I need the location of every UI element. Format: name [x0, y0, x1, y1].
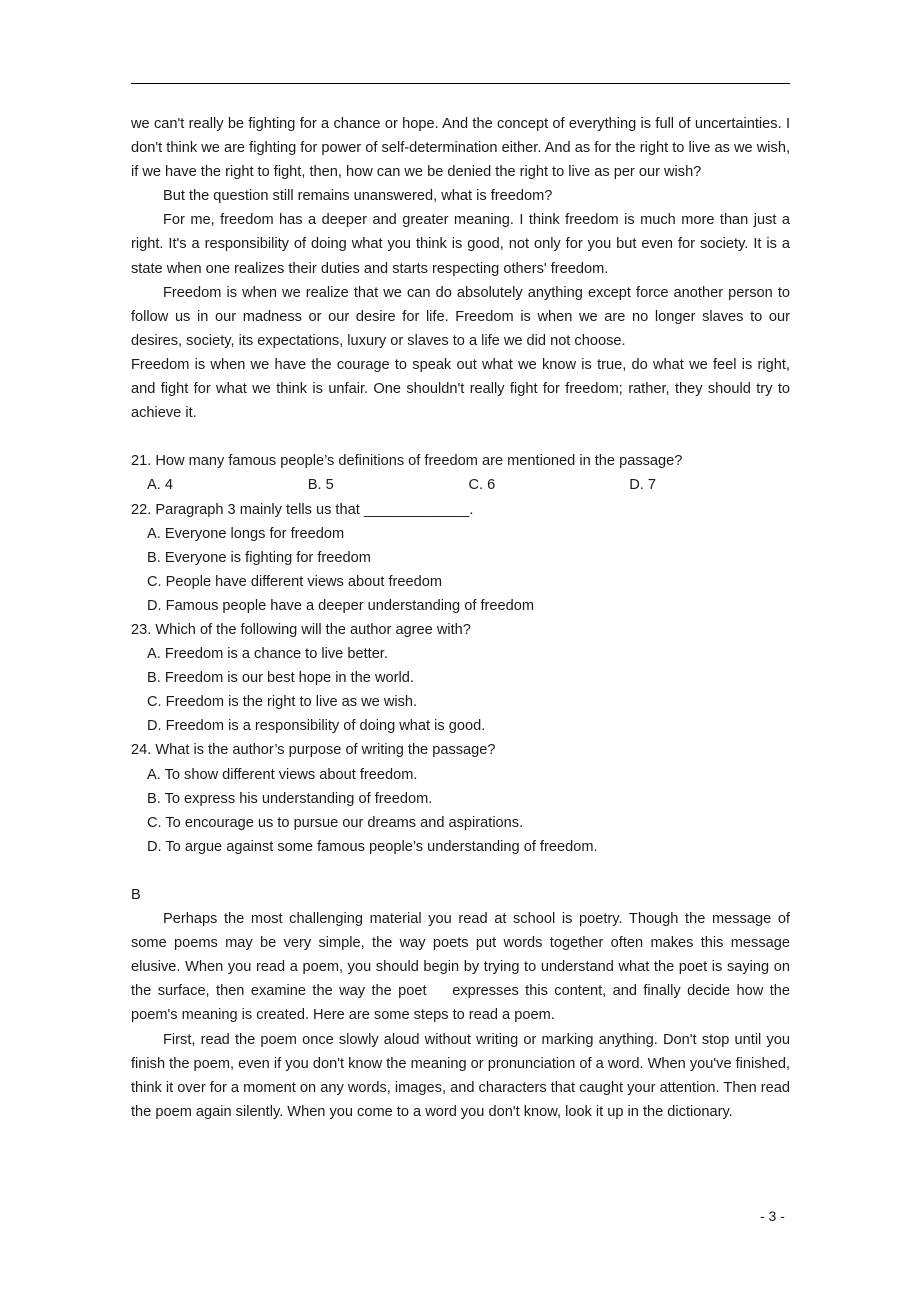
passage-a-paragraph: But the question still remains unanswered, what is freedom? [163, 188, 553, 205]
option-d: D. Freedom is a responsibility of doing what is good. [147, 718, 486, 735]
option-d: D. Famous people have a deeper understanding of freedom [147, 597, 534, 614]
question-24: 24. What is the author’s purpose of writing the passage? [131, 742, 496, 759]
passage-b-paragraph: First, read the poem once slowly aloud without writing or marking anything. Don't stop until you finish the poem, even if you don't know the meaning or pronunciation of a word. When you've finished, think it over for a moment on any words, images, and characters that caught your attention. Then read the poem again silently. When you come to a word you don't know, look it up in the dictionary. [131, 1031, 790, 1120]
passage-a-paragraph: For me, freedom has a deeper and greater meaning. I think freedom is much more than just a right. It's a responsibility of doing what you think is good, not only for you but even for society. It is a state when one realizes their duties and starts respecting others' freedom. [131, 212, 790, 277]
header-rule [131, 83, 790, 84]
passage-a-paragraph: we can't really be fighting for a chance or hope. And the concept of everything is full of uncertainties. I don't think we are fighting for power of self-determination either. And as for the right to live as we wish, if we have the right to fight, then, how can we be denied the right to live as per our wish? [131, 116, 790, 181]
option-c: C. 6 [468, 477, 496, 494]
passage-b-paragraph: Perhaps the most challenging material you read at school is poetry. Though the message of some poems may be very simple, the way poets put words together often makes this message elusive. When you read a poem, you should begin by trying to understand what the poet is saying on the surface, then examine the way the poet expresses this content, and finally decide how the poem's meaning is created. Here are some steps to read a poem. [131, 911, 790, 1024]
option-c: C. Freedom is the right to live as we wish. [147, 694, 418, 711]
option-b: B. Freedom is our best hope in the world. [147, 670, 414, 687]
passage-a-paragraph: Freedom is when we have the courage to speak out what we know is true, do what we feel is right, and fight for what we think is unfair. One shouldn't really fight for freedom; rather, they should try to achieve it. [131, 356, 790, 422]
question-21-options [131, 473, 790, 497]
option-b: B. To express his understanding of freedom. [147, 790, 433, 807]
option-c: C. People have different views about freedom [147, 573, 443, 590]
question-21: 21. How many famous people’s definitions of freedom are mentioned in the passage? [131, 453, 683, 470]
spacer [131, 859, 790, 883]
spacer [131, 425, 790, 449]
option-d: D. To argue against some famous people’s understanding of freedom. [147, 838, 598, 855]
option-a: A. Everyone longs for freedom [147, 525, 345, 542]
option-b: B. Everyone is fighting for freedom [147, 549, 371, 566]
option-a: A. 4 [147, 477, 173, 494]
option-a: A. To show different views about freedom. [147, 766, 418, 783]
page-number: - 3 - [760, 1208, 785, 1224]
option-c: C. To encourage us to pursue our dreams and aspirations. [147, 814, 524, 831]
section-label: B [131, 887, 141, 903]
option-d: D. 7 [629, 477, 657, 494]
passage-a-paragraph: Freedom is when we realize that we can do absolutely anything except force another person to follow us in our madness or our desire for life. Freedom is when we are no longer slaves to our desires, society, its expectations, luxury or slaves to a life we did not choose. [131, 284, 790, 349]
question-23: 23. Which of the following will the author agree with? [131, 621, 471, 638]
question-22: 22. Paragraph 3 mainly tells us that _____________. [131, 501, 474, 518]
option-b: B. 5 [307, 477, 334, 494]
page-content [131, 112, 790, 1124]
option-a: A. Freedom is a chance to live better. [147, 646, 388, 663]
